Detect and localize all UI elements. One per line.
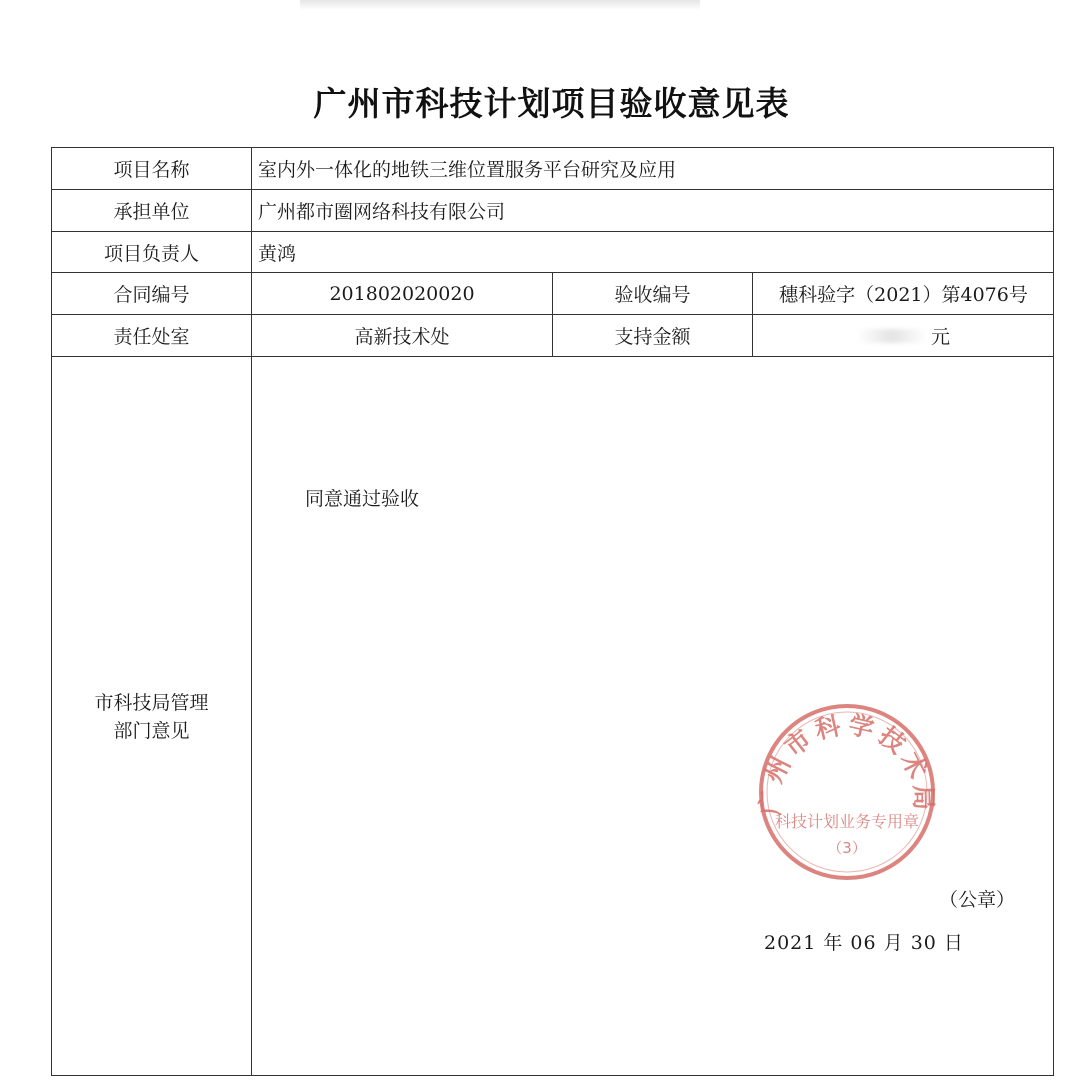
acceptance-no-label: 验收编号 [552,272,752,314]
funding-value [752,314,1054,356]
project-name-label: 项目名称 [51,147,251,189]
office-label: 责任处室 [51,314,251,356]
top-shadow [300,0,700,10]
seal-label: （公章） [939,889,1016,911]
leader-label: 项目负责人 [51,231,251,272]
official-seal [752,697,942,887]
opinion-body-cell [251,356,1054,1076]
undertaker-value: 广州都市圈网络科技有限公司 [251,189,1054,231]
funding-unit: 元 [930,326,950,348]
opinion-date: 2021 年 06 月 30 日 [764,932,964,954]
opinion-label-cell [51,356,251,1076]
form-title: 广州市科技计划项目验收意见表 [313,84,790,123]
seal-number: （3） [827,839,867,857]
funding-label: 支持金额 [552,314,752,356]
seal-purpose: 科技计划业务专用章 [774,812,920,831]
seal-org-name: 广州市科学技术局 [755,709,939,816]
opinion-label: 市科技局管理部门意见 [94,691,209,742]
contract-no-label: 合同编号 [51,272,251,314]
acceptance-no-value: 穗科验字（2021）第4076号 [752,272,1054,314]
office-value: 高新技术处 [251,314,552,356]
acceptance-form [51,147,1054,1076]
undertaker-label: 承担单位 [51,189,251,231]
svg-text:广州市科学技术局 [756,710,939,816]
opinion-text: 同意通过验收 [305,488,420,510]
project-name-value: 室内外一体化的地铁三维位置服务平台研究及应用 [251,147,1054,189]
leader-value: 黄鸿 [251,231,1054,272]
redacted-amount [857,329,927,343]
contract-no-value: 201802020020 [251,272,552,314]
